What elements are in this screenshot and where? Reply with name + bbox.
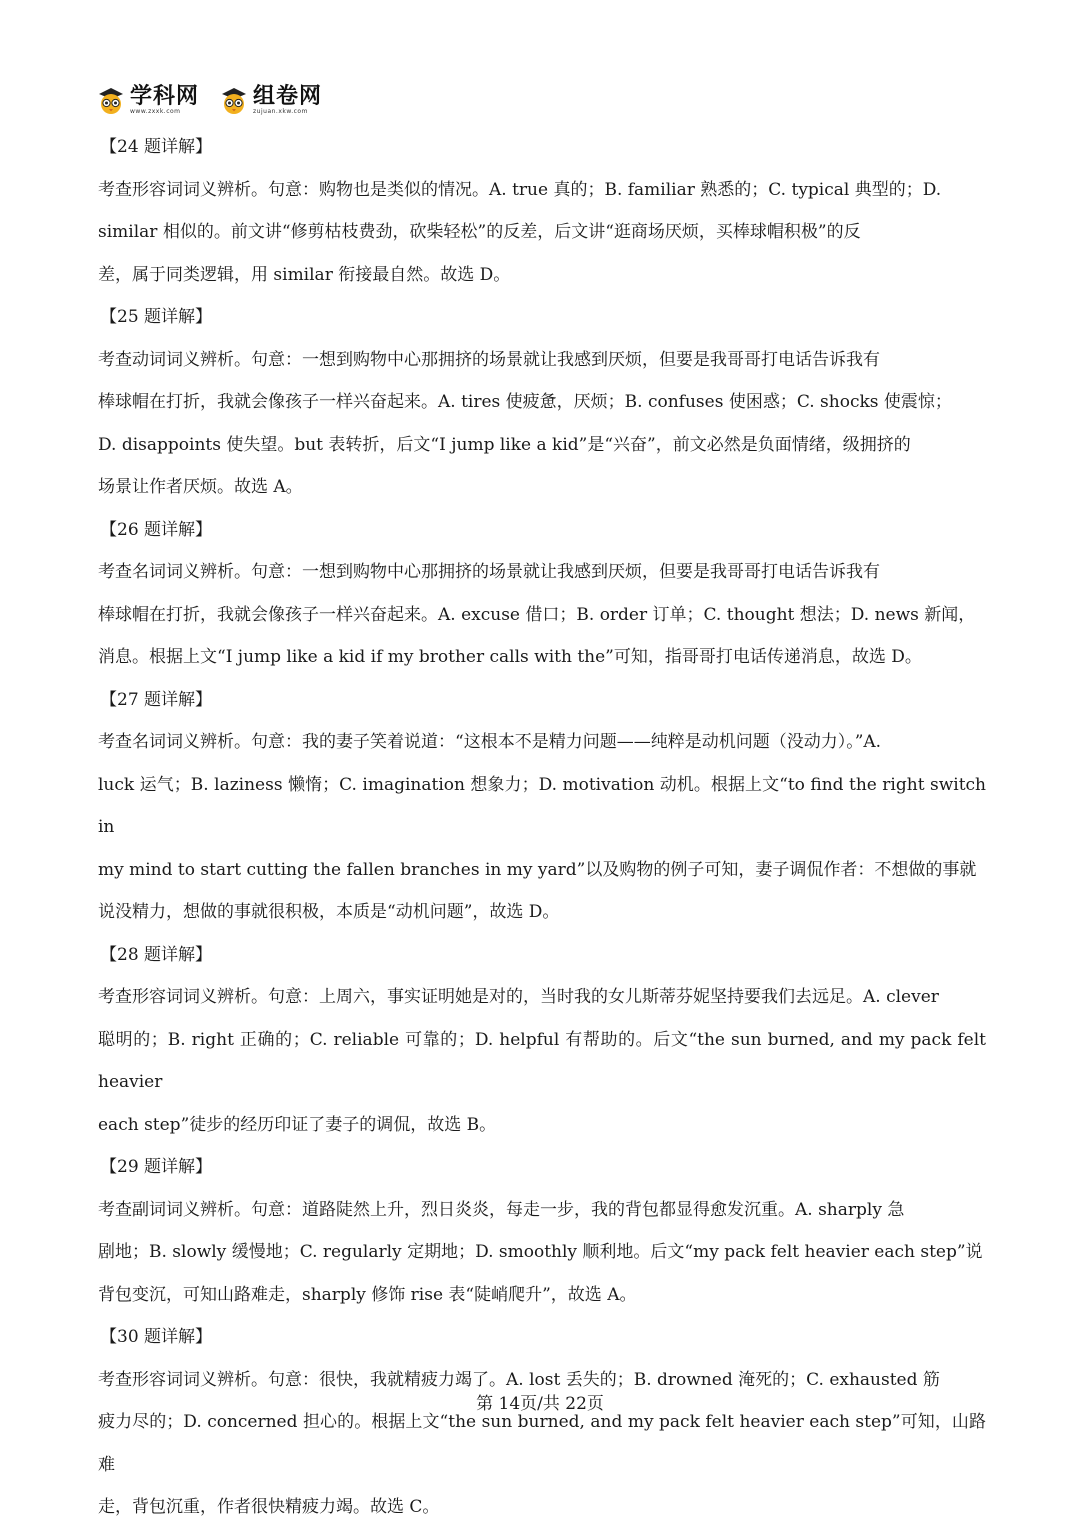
para-line: 考查动词词义辨析。句意：一想到购物中心那拥挤的场景就让我感到厌烦，但要是我哥哥打电话告诉我有 xyxy=(98,349,880,370)
logo-name: 组卷网 xyxy=(253,83,323,109)
logo-url: www.zxxk.com xyxy=(130,107,181,115)
para-line: luck 运气；B. laziness 懒惰；C. imagination 想象力；D. motivation 动机。根据上文“to find the right switch in xyxy=(98,774,986,837)
logo-xueke[interactable] xyxy=(96,85,199,115)
para-line: 考查副词词义辨析。句意：道路陡然上升，烈日炎炎，每走一步，我的背包都显得愈发沉重。A. sharply 急 xyxy=(98,1199,905,1220)
para-line: 场景让作者厌烦。故选 A。 xyxy=(98,477,303,497)
owl-mascot-icon xyxy=(96,85,126,115)
para-line: D. disappoints 使失望。but 表转折，后文“I jump like a kid”是“兴奋”，前文必然是负面情绪，级拥挤的 xyxy=(98,434,911,455)
para-line: 考查形容词词义辨析。句意：很快，我就精疲力竭了。A. lost 丢失的；B. drowned 淹死的；C. exhausted 筋 xyxy=(98,1369,940,1390)
section-28 xyxy=(98,934,986,1147)
section-heading: 【24 题详解】 xyxy=(100,137,213,157)
para-line: 说没精力，想做的事就很积极，本质是“动机问题”，故选 D。 xyxy=(98,902,560,922)
section-heading: 【27 题详解】 xyxy=(100,689,213,710)
section-26 xyxy=(98,509,986,679)
section-29 xyxy=(98,1146,986,1316)
logo-name: 学科网 xyxy=(130,83,200,109)
page-number: 第 14页/共 22页 xyxy=(476,1394,604,1414)
para-line: each step”徒步的经历印证了妻子的调侃，故选 B。 xyxy=(98,1114,497,1135)
para-line: 走，背包沉重，作者很快精疲力竭。故选 C。 xyxy=(98,1497,440,1517)
section-24 xyxy=(98,126,986,296)
para-line: 聪明的；B. right 正确的；C. reliable 可靠的；D. helpful 有帮助的。后文“the sun burned, and my pack felt heavier xyxy=(98,1029,986,1092)
section-30 xyxy=(98,1316,986,1529)
section-heading: 【25 题详解】 xyxy=(100,307,213,327)
logo-url: zujuan.xkw.com xyxy=(253,107,308,115)
para-line: 背包变沉，可知山路难走，sharply 修饰 rise 表“陡峭爬升”，故选 A。 xyxy=(98,1284,637,1305)
para-line: my mind to start cutting the fallen branches in my yard”以及购物的例子可知，妻子调侃作者：不想做的事就 xyxy=(98,859,977,880)
logo-zujuan[interactable] xyxy=(219,85,322,115)
para-line: 考查形容词词义辨析。句意：上周六，事实证明她是对的，当时我的女儿斯蒂芬妮坚持要我们去远足。A. clever xyxy=(98,987,939,1007)
owl-mascot-icon xyxy=(219,85,249,115)
section-heading: 【29 题详解】 xyxy=(100,1157,213,1177)
para-line: 差，属于同类逻辑，用 similar 衔接最自然。故选 D。 xyxy=(98,264,511,285)
para-line: 考查名词词义辨析。句意：一想到购物中心那拥挤的场景就让我感到厌烦，但要是我哥哥打电话告诉我有 xyxy=(98,562,880,582)
para-line: 棒球帽在打折，我就会像孩子一样兴奋起来。A. tires 使疲惫，厌烦；B. confuses 使困惑；C. shocks 使震惊； xyxy=(98,392,952,412)
section-heading: 【30 题详解】 xyxy=(100,1327,213,1347)
para-line: 考查形容词词义辨析。句意：购物也是类似的情况。A. true 真的；B. familiar 熟悉的；C. typical 典型的；D. xyxy=(98,179,942,200)
para-line: 棒球帽在打折，我就会像孩子一样兴奋起来。A. excuse 借口；B. order 订单；C. thought 想法；D. news 新闻， xyxy=(98,604,976,625)
section-heading: 【26 题详解】 xyxy=(100,519,213,540)
para-line: similar 相似的。前文讲“修剪枯枝费劲，砍柴轻松”的反差，后文讲“逛商场厌烦，买棒球帽积极”的反 xyxy=(98,222,861,242)
para-line: 消息。根据上文“I jump like a kid if my brother calls with the”可知，指哥哥打电话传递消息，故选 D。 xyxy=(98,647,922,667)
para-line: 考查名词词义辨析。句意：我的妻子笑着说道：“这根本不是精力问题——纯粹是动机问题（没动力）。”A. xyxy=(98,732,882,752)
section-heading: 【28 题详解】 xyxy=(100,944,213,965)
header-logos xyxy=(96,80,342,120)
answer-explanations xyxy=(98,126,986,1529)
section-25 xyxy=(98,296,986,509)
section-27 xyxy=(98,679,986,934)
para-line: 剧地；B. slowly 缓慢地；C. regularly 定期地；D. smoothly 顺利地。后文“my pack felt heavier each step”说 xyxy=(98,1242,983,1262)
para-line: 疲力尽的；D. concerned 担心的。根据上文“the sun burned, and my pack felt heavier each step”可知，山路难 xyxy=(98,1412,986,1475)
